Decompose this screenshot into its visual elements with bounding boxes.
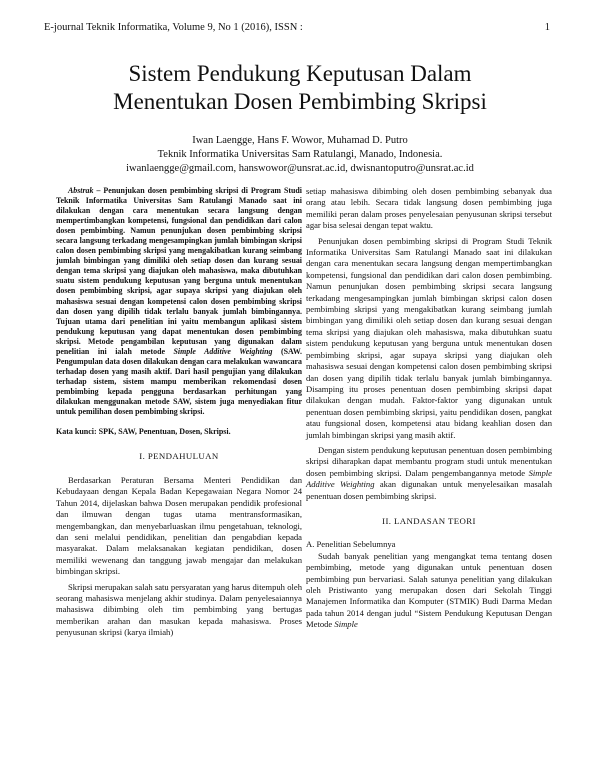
abstract-label: Abstrak <box>68 186 94 195</box>
title-line-2: Menentukan Dosen Pembimbing Skripsi <box>113 89 487 114</box>
paragraph <box>306 551 552 631</box>
subsection-heading: A. Penelitian Sebelumnya <box>306 539 396 550</box>
journal-header: E-journal Teknik Informatika, Volume 9, No 1 (2016), ISSN : <box>44 22 303 33</box>
paragraph-method: Simple Additive Weighting <box>306 467 552 490</box>
section-heading-pendahuluan: I. PENDAHULUAN <box>139 451 219 462</box>
left-column <box>56 186 302 639</box>
paragraph-text-1: Dengan sistem pendukung keputusan penentuan dosen pembimbing skripsi diharapkan dapat membantu program studi untuk menentukan dosen pembimbing skripsi. Dalam pengembangannya metode <box>306 444 552 478</box>
title-line-1: Sistem Pendukung Keputusan Dalam <box>128 61 472 86</box>
abstract <box>56 186 302 417</box>
paper-title <box>40 60 560 116</box>
author-emails: iwanlaengge@gmail.com, hanswowor@unsrat.ac.id, dwisnantoputro@unsrat.ac.id <box>126 163 474 174</box>
paragraph <box>306 445 552 502</box>
author-affiliation: Teknik Informatika Universitas Sam Ratulangi, Manado, Indonesia. <box>157 149 443 160</box>
right-column <box>306 186 552 631</box>
paragraph-italic: Simple <box>334 619 358 630</box>
abstract-text-1: – Penunjukan dosen pembimbing skripsi di Program Studi Teknik Informatika Universitas Sam Ratulangi Manado saat ini dilakukan dengan cara menentukan secara langsung dengan mempertimbangkan kompetensi, fungsional dan pendidikan dari calon dosen pembimbing. Namun penunjukan dosen pembimbing skripsi secara langsung terkadang mengesampingkan jumlah bimbingan skripsi calon dosen pembimbing skripsi yang mengakibatkan kurang seimbang jumlah bimbingan yang dimiliki oleh setiap dosen dan kurang sesuai dengan tema skripsi yang diajukan oleh mahasiswa, maka dibutuhkan suatu sistem pendukung keputusan yang berguna untuk menentukan dosen pembimbing skripsi, agar supaya skripsi yang diajukan oleh mahasiswa sesuai dengan kompetensi calon dosen pembimbing skripsi dan dosen yang dipilih tidak terlalu banyak jumlah bimbingannya. Tujuan utama dari penelitian ini yaitu membangun aplikasi sistem pendukung keputusan yang dapat menentukan dosen pembimbing skripsi. Metode pengambilan keputusan yang digunakan dalam penelitian ini ialah metode <box>56 186 302 356</box>
paragraph: Penunjukan dosen pembimbing skripsi di Program Studi Teknik Informatika Universitas Sam Ratulangi Manado saat ini dilakukan dengan cara menentukan secara langsung dengan mempertimbangkan kompetensi, fungsional dan pendidikan dari calon dosen pembimbing. Namun penunjukan dosen pembimbing skripsi secara langsung terkadang mengesampingkan jumlah bimbingan skripsi calon dosen pembimbing skripsi yang mengakibatkan kurang seimbang jumlah bimbingan yang dimiliki oleh setiap dosen dan kurang sesuai dengan tema skripsi yang diajukan oleh mahasiswa, maka dibutuhkan suatu sistem pendukung keputusan yang berguna untuk menentukan dosen pembimbing skripsi, agar supaya skripsi yang diajukan oleh mahasiswa sesuai dengan kompetensi calon dosen pembimbing skripsi dan dosen yang dipilih tidak terlalu banyak jumlah bimbingannya. Disamping itu proses penentuan dosen pembimbing skripsi dapat dilakukan dengan mudah. Faktor-faktor yang digunakan untuk penentuan dosen pembimbing skripsi, yaitu pendidikan dosen, pangkat atau fungsional dosen, kompetensi atau bidang keahlian dosen dan jumlah bimbingan skripsi yang masih aktif. <box>306 235 552 440</box>
section-heading-landasan-teori: II. LANDASAN TEORI <box>382 515 476 526</box>
paragraph: setiap mahasiswa dibimbing oleh dosen pembimbing sebanyak dua orang atau lebih. Secara tidak langsung dosen pembimbing juga memiliki peran dalam proses penyelesaian penyusunan skripsi tersebut agar bisa selesai dengan tepat waktu. <box>306 186 552 231</box>
paragraph: Skripsi merupakan salah satu persyaratan yang harus ditempuh oleh seorang mahasiswa menjelang akhir studinya. Dalam penyelesaiannya mahasiswa dibimbing oleh tim pembimbing yang bertugas memberikan arahan dan masukan kepada mahasiswa. Proses penyusunan skripsi (karya ilmiah) <box>56 581 302 638</box>
abstract-text-2: (SAW. Pengumpulan data dosen dilakukan dengan cara melakukan wawancara terhadap dosen yang masih aktif. Dari hasil pengujian yang dilakukan terhadap sistem, sistem mampu memberikan rekomendasi dosen pembimbing kepada pengguna berdasarkan perhitungan yang dilakukan menggunakan metode SAW, sistem juga menyediakan fitur untuk pemilihan dosen pembimbing skripsi. <box>56 346 303 417</box>
page-number: 1 <box>544 22 550 33</box>
paragraph-text-2: akan digunakan untuk menyelesaikan masalah penentuan dosen pembimbing skripsi. <box>306 479 552 501</box>
author-block <box>40 134 560 176</box>
author-names: Iwan Laengge, Hans F. Wowor, Muhamad D. Putro <box>192 135 408 146</box>
keywords: Kata kunci: SPK, SAW, Penentuan, Dosen, Skripsi. <box>56 427 231 437</box>
paragraph-text: Sudah banyak penelitian yang mengangkat tema tentang dosen pembimbing, metode yang digunakan untuk penentuan dosen pembimbing pun bervariasi. Salah satunya penelitian yang dilakukan oleh Pristiwanto yang merupakan dosen dari Sekolah Tinggi Manajemen Informatika dan Komputer (STMIK) Budi Darma Medan pada tahun 2014 dengan judul “Sistem Pendukung Keputusan Dengan Metode <box>306 550 552 630</box>
paragraph: Berdasarkan Peraturan Bersama Menteri Pendidikan dan Kebudayaan dengan Kepala Badan Kepegawaian Negara Nomor 24 Tahun 2014, dijelaskan bahwa Dosen merupakan pendidik profesional dan ilmuwan dengan tugas utama mentransformasikan, mengembangkan, dan menyebarluaskan ilmu pengetahuan, teknologi, dan seni melalui pendidikan, penelitian dan pengabdian kepada masyarakat. Dalam melaksanakan kegiatan pendidikan, dosen memiliki wewenang dan tanggung jawab mengajar dan melakukan bimbingan skripsi. <box>56 474 302 577</box>
abstract-method: Simple Additive Weighting <box>173 346 273 356</box>
